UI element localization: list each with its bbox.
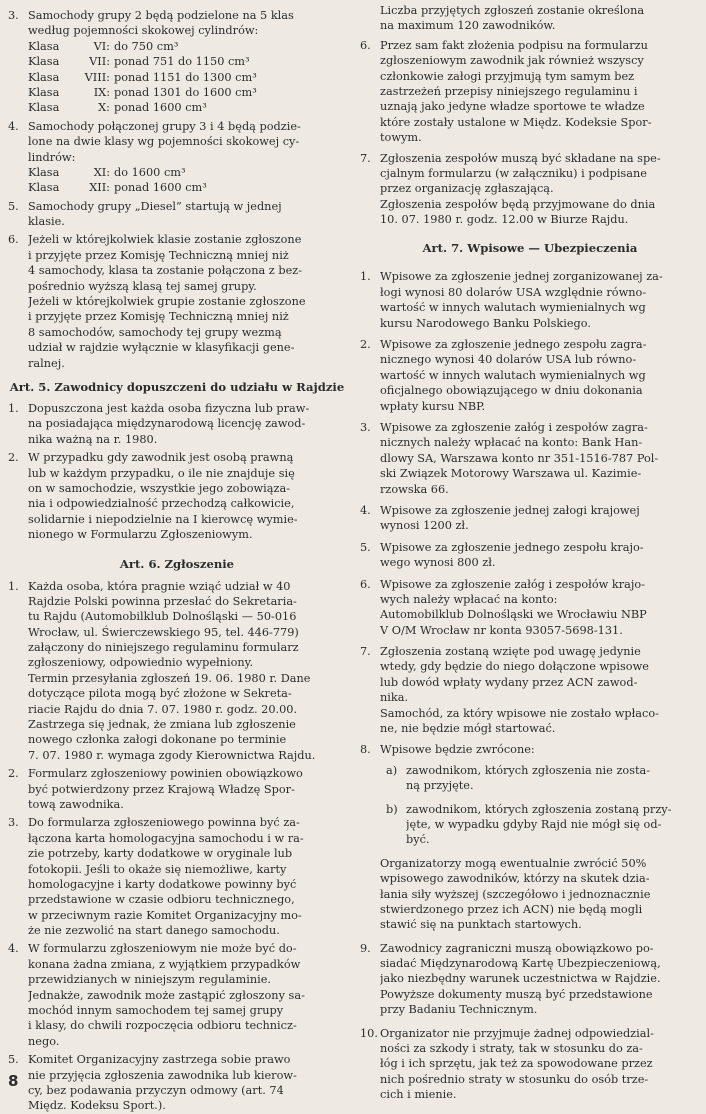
text-line: wych należy wpłacać na konto: [380, 592, 558, 606]
text-line: zie potrzeby, karty dodatkowe w oryginale lub [28, 847, 293, 861]
text-line: zastrzeżeń przepisy niniejszego regulaminu i [380, 84, 638, 98]
text-line: lindrów: [28, 150, 76, 164]
text-line: zawodnikom, których zgłoszenia zostaną przy- [406, 802, 672, 816]
list-item [8, 1052, 346, 1114]
list-item [360, 420, 700, 497]
text-line: Dopuszczona jest każda osoba fizyczna lub praw- [28, 401, 310, 415]
text-line: łóg i ich sprzętu, jak też za spowodowane przez [380, 1057, 653, 1071]
text-line: zgłoszeniowym zawodnik jak również wszyscy [380, 54, 644, 68]
list-item [8, 119, 346, 165]
text-line: on w samochodzie, wszystkie jego zobowiąza- [28, 481, 291, 495]
text-line: nionego w Formularzu Zgłoszeniowym. [28, 528, 253, 542]
list-item [8, 232, 346, 371]
item-number: 1. [8, 401, 19, 415]
text-line: Zastrzega się jednak, że zmiana lub zgłoszenie [28, 718, 296, 732]
text-line: Automobilklub Dolnośląski we Wrocławiu NBP [380, 608, 647, 622]
text-line: lub w każdym przypadku, o ile nie znajduje się [28, 466, 295, 480]
text-line: klasie. [28, 215, 65, 229]
text-line: być potwierdzony przez Krajową Władzę Spor- [28, 782, 295, 796]
left-column [8, 0, 346, 1114]
item-number: 1. [8, 579, 19, 593]
class-range: do 1600 cm³ [114, 165, 186, 179]
list-item [8, 579, 346, 764]
list-item [360, 269, 700, 331]
text-line: nie przyjęcia zgłoszenia zawodnika lub kierow- [28, 1068, 297, 1082]
text-line: Jednakże, zawodnik może zastąpić zgłoszony sa- [28, 988, 305, 1002]
class-range: do 750 cm³ [114, 39, 179, 53]
text-line: wego wynosi 800 zł. [380, 556, 496, 570]
item-number: 3. [8, 9, 19, 22]
text-line: Powyższe dokumenty muszą być przedstawione [380, 987, 653, 1001]
text-line: homologacyjne i karty dodatkowe powinny być [28, 877, 297, 891]
list-item [8, 815, 346, 938]
text-line: 7. 07. 1980 r. wymaga zgody Kierownictwa Rajdu. [28, 748, 316, 762]
text-line: Wpisowe za zgłoszenie załóg i zespołów krajo- [380, 577, 645, 591]
item-number: 6. [360, 38, 371, 52]
text-line: konana żadna zmiana, z wyjątkiem przypadków [28, 957, 301, 971]
class-numeral: XI: [93, 165, 110, 179]
text-line: nich pośrednio straty w stosunku do osób trze- [380, 1072, 649, 1086]
list-item [360, 941, 700, 1018]
list-item [360, 577, 700, 639]
item-number: 2. [8, 767, 19, 781]
text-line: Wpisowe za zgłoszenie jednego zespołu zagra- [380, 338, 647, 352]
item-number: 10. [360, 1026, 378, 1040]
list-item [360, 503, 700, 534]
art6-heading: Art. 6. Zgłoszenie [119, 556, 235, 571]
list-item [8, 199, 346, 230]
text-line: i przyjęte przez Komisję Techniczną mniej niż [28, 248, 289, 262]
item-number: 8. [360, 743, 371, 757]
text-line: i przyjęte przez Komisję Techniczną mniej niż [28, 310, 289, 324]
art7-items [360, 269, 700, 757]
class-list-group-2 [8, 39, 346, 116]
text-line: Samochody połączonej grupy 3 i 4 będą podzie- [28, 119, 301, 133]
text-line: łogi wynosi 80 dolarów USA względnie równo- [380, 285, 647, 299]
list-item [360, 1026, 700, 1103]
art6-items [8, 579, 346, 1114]
item-number: 3. [360, 420, 371, 434]
text-line: nego. [28, 1034, 60, 1048]
text-line: załączony do niniejszego regulaminu formularz [28, 641, 299, 655]
text-line: ski Związek Motorowy Warszawa ul. Kazimie- [380, 467, 642, 481]
art7-item-8-subitems [360, 763, 700, 848]
text-line: zawodnikom, których zgłoszenia nie zosta- [406, 763, 651, 777]
text-line: stwierdzonego przez ich ACN) nie będą mogli [380, 902, 643, 916]
text-line: Samochody grupy „Diesel” startują w jednej [28, 199, 282, 213]
text-line: tową zawodnika. [28, 797, 124, 811]
text-line: w przeciwnym razie Komitet Organizacyjny mo- [28, 908, 302, 922]
text-line: łączona karta homologacyjna samochodu i w ra- [28, 831, 304, 845]
text-line: ną przyjęte. [406, 779, 474, 793]
class-range: ponad 1301 do 1600 cm³ [114, 85, 257, 99]
class-numeral: VI: [93, 39, 110, 53]
art7-items-continued [360, 941, 700, 1103]
list-item [360, 337, 700, 414]
class-numeral: X: [98, 101, 110, 115]
class-numeral: VIII: [84, 70, 110, 84]
text-line: dotyczące pilota mogą być złożone w Sekreta- [28, 687, 292, 701]
text-line: Samochód, za który wpisowe nie zostało wpłaco- [380, 706, 659, 720]
text-line: jęte, w wypadku gdyby Rajd nie mógł się od- [406, 817, 662, 831]
class-word: Klasa [28, 101, 60, 115]
text-line: Komitet Organizacyjny zastrzega sobie prawo [28, 1053, 291, 1067]
item-number: 9. [360, 941, 371, 955]
class-entry [28, 100, 346, 115]
text-line: Jeżeli w którejkolwiek grupie zostanie zgłoszone [28, 295, 306, 309]
class-range: ponad 1600 cm³ [114, 101, 207, 115]
text-line: nika. [380, 691, 409, 705]
class-word: Klasa [28, 55, 60, 69]
text-line: 10. 07. 1980 r. godz. 12.00 w Biurze Rajdu. [380, 213, 629, 227]
text-line: Formularz zgłoszeniowy powinien obowiązkowo [28, 767, 303, 781]
text-line: fotokopii. Jeśli to okaże się niemożliwe, karty [28, 862, 287, 876]
text-line: Zgłoszenia zespołów muszą być składane na spe- [380, 151, 661, 165]
text-line: wpłaty kursu NBP. [380, 399, 486, 413]
sub-item [380, 802, 700, 848]
item-number: 4. [360, 503, 371, 517]
text-line: Międz. Kodeksu Sport.). [28, 1099, 166, 1113]
text-line: rzowska 66. [380, 482, 449, 496]
text-line: cy, bez podawania przyczyn odmowy (art. 74 [28, 1084, 284, 1097]
text-line: na maximum 120 zawodników. [380, 19, 556, 33]
text-line: łania siły wyższej (szczegółowo i jednoznacznie [380, 887, 651, 901]
text-line: Jeżeli w którejkolwiek klasie zostanie zgłoszone [28, 233, 302, 247]
article-4-items-part-3 [8, 199, 346, 371]
class-entry [28, 54, 346, 69]
art5-heading: Art. 5. Zawodnicy dopuszczeni do udziału w Rajdzie [9, 379, 345, 394]
item-number: 1. [360, 270, 371, 284]
text-line: nicznego wynosi 40 dolarów USA lub równo- [380, 353, 637, 367]
text-line: Organizatorzy mogą ewentualnie zwrócić 50% [380, 856, 647, 870]
text-line: Liczba przyjętych zgłoszeń zostanie określona [380, 4, 645, 17]
text-line: wartość w innych walutach wymienialnych wg [380, 301, 646, 315]
text-line: wpisowego zawodników, którzy na skutek dzia- [380, 872, 650, 886]
list-item [360, 742, 700, 757]
text-line: riacie Rajdu do dnia 7. 07. 1980 r. godz. 20.00. [28, 702, 298, 716]
page-number: 8 [8, 1072, 19, 1090]
text-line: dlowy SA, Warszawa konto nr 351-1516-787 Pol- [380, 451, 659, 465]
text-line: Wpisowe za zgłoszenie jednej zorganizowanej za- [380, 270, 663, 284]
text-line: nia i odpowiedzialność przechodzą całkowicie, [28, 497, 295, 511]
text-line: Samochody grupy 2 będą podzielone na 5 klas [28, 9, 294, 22]
text-line: lone na dwie klasy wg pojemności skokowej cy- [28, 135, 300, 149]
text-line: przy Badaniu Technicznym. [380, 1003, 538, 1017]
article-4-items-part-2 [8, 119, 346, 165]
text-line: Wpisowe za zgłoszenie jednego zespołu krajo- [380, 540, 644, 554]
text-line: Zgłoszenia zespołów będą przyjmowane do dnia [380, 197, 656, 211]
item-number: 6. [8, 233, 19, 247]
item-number: 7. [360, 151, 371, 165]
item-number: 2. [8, 451, 19, 465]
item-number: 5. [8, 199, 19, 213]
list-item [360, 151, 700, 228]
class-numeral: VII: [89, 55, 110, 69]
text-line: pośrednio wyższą klasą tej samej grupy. [28, 279, 257, 293]
item-number: 7. [360, 645, 371, 659]
text-line: Wpisowe będzie zwrócone: [380, 743, 535, 757]
text-line: stawić się na punktach startowych. [380, 918, 582, 932]
text-line: W formularzu zgłoszeniowym nie może być do- [28, 942, 297, 956]
list-item [360, 540, 700, 571]
text-line: nicznych należy wpłacać na konto: Bank Han- [380, 436, 643, 450]
list-item [8, 766, 346, 812]
text-line: lub dowód wpłaty wydany przez ACN zawod- [380, 675, 638, 689]
list-item [8, 401, 346, 447]
item-number: b) [386, 802, 398, 816]
class-range: ponad 1151 do 1300 cm³ [114, 70, 257, 84]
art6-item-5-continuation [360, 3, 700, 34]
text-line: siadać Międzynarodową Kartę Ubezpieczeniową, [380, 957, 661, 971]
text-line: W przypadku gdy zawodnik jest osobą prawną [28, 451, 294, 465]
text-line: i klasy, do chwili rozpoczęcia odbioru technicz- [28, 1019, 297, 1033]
text-line: że nie zezwolić na start danego samochodu. [28, 924, 280, 938]
item-number: 5. [360, 540, 371, 554]
item-number: 5. [8, 1053, 19, 1067]
text-line: przewidzianych w niniejszym regulaminie. [28, 973, 272, 987]
item-number: 4. [8, 119, 19, 133]
item-number: a) [386, 763, 398, 777]
art5-items [8, 401, 346, 543]
text-line: Termin przesyłania zgłoszeń 19. 06. 1980 r. Dane [28, 671, 311, 685]
class-numeral: IX: [93, 85, 110, 99]
list-item [360, 38, 700, 146]
class-entry [28, 180, 346, 195]
text-line: ne, nie będzie mógł startować. [380, 722, 556, 736]
item-number: 4. [8, 942, 19, 956]
text-line: cjalnym formularzu (w załączniku) i podpisane [380, 166, 647, 180]
text-line: które zostały ustalone w Międz. Kodeksie Spor- [380, 115, 652, 129]
text-line: nowego członka załogi dokonane po terminie [28, 733, 287, 747]
sub-item [380, 763, 700, 794]
text-line: według pojemności skokowej cylindrów: [28, 24, 259, 38]
class-list-group-3-4 [8, 165, 346, 196]
text-line: uznają jako jedyne władze sportowe te władze [380, 100, 645, 114]
art7-item-8-note [360, 856, 700, 933]
class-entry [28, 85, 346, 100]
text-line: udział w rajdzie wyłącznie w klasyfikacji gene- [28, 341, 295, 355]
text-line: wtedy, gdy będzie do niego dołączone wpisowe [380, 660, 649, 674]
text-line: solidarnie i niepodzielnie na I kierowcę wymie- [28, 512, 298, 526]
text-line: ności za szkody i straty, tak w stosunku do za- [380, 1042, 643, 1056]
text-line: 8 samochodów, samochody tej grupy wezmą [28, 325, 282, 339]
text-line: Organizator nie przyjmuje żadnej odpowiedzial- [380, 1026, 654, 1040]
list-item [8, 941, 346, 1049]
text-line: 4 samochody, klasa ta zostanie połączona z bez- [28, 264, 303, 278]
item-number: 2. [360, 338, 371, 352]
class-word: Klasa [28, 70, 60, 84]
text-line: wartość w innych walutach wymienialnych wg [380, 368, 646, 382]
text-line: Zgłoszenia zostaną wzięte pod uwagę jedynie [380, 645, 641, 659]
text-line: mochód innym samochodem tej samej grupy [28, 1004, 284, 1018]
class-entry [28, 165, 346, 180]
article-4-items-part-1 [8, 8, 346, 39]
text-line: towym. [380, 131, 422, 145]
text-line: Przez sam fakt złożenia podpisu na formularzu [380, 38, 648, 52]
text-line: tu Rajdu (Automobilklub Dolnośląski — 50-016 [28, 610, 297, 624]
list-item [360, 644, 700, 736]
class-range: ponad 1600 cm³ [114, 181, 207, 195]
list-item [8, 8, 346, 39]
text-line: Rajdzie Polski powinna przesłać do Sekretaria- [28, 594, 297, 608]
right-column [360, 0, 700, 1103]
text-line: zgłoszeniowy, odpowiednio wypełniony. [28, 656, 254, 670]
class-word: Klasa [28, 165, 60, 179]
class-entry [28, 70, 346, 85]
class-entry [28, 39, 346, 54]
text-line: jako niezbędny warunek uczestnictwa w Rajdzie. [380, 972, 661, 986]
text-line: Do formularza zgłoszeniowego powinna być za- [28, 816, 300, 830]
text-line: nika ważną na r. 1980. [28, 432, 158, 446]
text-line: cich i mienie. [380, 1088, 457, 1102]
text-line: kursu Narodowego Banku Polskiego. [380, 316, 591, 330]
text-line: Wpisowe za zgłoszenie jednej załogi krajowej [380, 503, 640, 517]
text-line: Wrocław, ul. Świerczewskiego 95, tel. 446-779) [28, 625, 299, 639]
text-line: ralnej. [28, 356, 65, 370]
art6-items-continued [360, 38, 700, 228]
text-line: Wpisowe za zgłoszenie załóg i zespołów zagra- [380, 420, 648, 434]
class-range: ponad 751 do 1150 cm³ [114, 55, 250, 69]
text-line: przedstawione w czasie odbioru technicznego, [28, 893, 295, 907]
text-line: Każda osoba, która pragnie wziąć udział w 40 [28, 579, 291, 593]
text-line: wynosi 1200 zł. [380, 519, 469, 533]
class-word: Klasa [28, 181, 60, 195]
item-number: 6. [360, 577, 371, 591]
text-line: być. [406, 833, 430, 847]
list-item [8, 450, 346, 542]
class-word: Klasa [28, 85, 60, 99]
text-line: członkowie załogi przyjmują tym samym bez [380, 69, 635, 83]
class-numeral: XII: [89, 181, 110, 195]
text-line: V O/M Wrocław nr konta 93057-5698-131. [380, 623, 623, 637]
item-number: 3. [8, 816, 19, 830]
text-line: Zawodnicy zagraniczni muszą obowiązkowo po- [380, 941, 654, 955]
art7-heading: Art. 7. Wpisowe — Ubezpieczenia [422, 241, 638, 256]
text-line: oficjalnego obowiązującego w dniu dokonania [380, 384, 643, 398]
class-word: Klasa [28, 39, 60, 53]
text-line: przez organizację zgłaszającą. [380, 182, 554, 196]
text-line: na posiadająca międzynarodową licencję zawod- [28, 417, 306, 431]
